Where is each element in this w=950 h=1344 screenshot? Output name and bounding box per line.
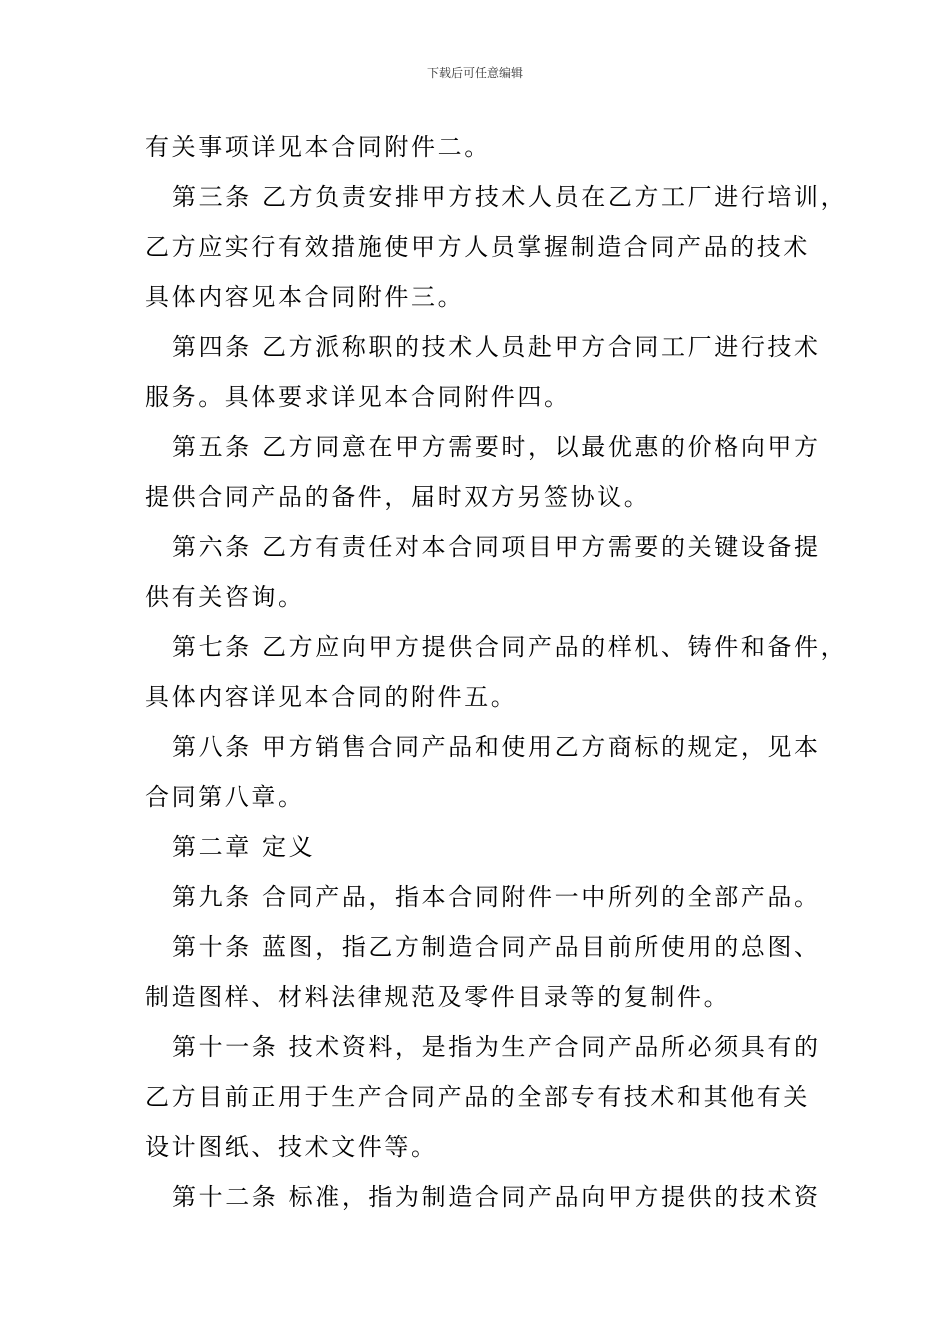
text-line: 提供合同产品的备件，届时双方另签协议。: [145, 483, 651, 511]
text-line: 供有关咨询。: [145, 583, 305, 611]
text-line: 第四条 乙方派称职的技术人员赴甲方合同工厂进行技术: [172, 333, 821, 361]
text-line: 第五条 乙方同意在甲方需要时，以最优惠的价格向甲方: [172, 433, 821, 461]
text-line: 合同第八章。: [145, 783, 305, 811]
text-line: 服务。具体要求详见本合同附件四。: [145, 383, 571, 411]
text-line: 具体内容详见本合同的附件五。: [145, 683, 518, 711]
text-line: 第三条 乙方负责安排甲方技术人员在乙方工厂进行培训，: [172, 183, 848, 211]
text-line: 第六条 乙方有责任对本合同项目甲方需要的关键设备提: [172, 533, 821, 561]
text-line: 具体内容见本合同附件三。: [145, 283, 465, 311]
page-header-note: 下载后可任意编辑: [426, 66, 523, 80]
text-line: 第十一条 技术资料，是指为生产合同产品所必须具有的: [172, 1033, 821, 1061]
text-line: 设计图纸、技术文件等。: [145, 1133, 438, 1161]
text-line: 第七条 乙方应向甲方提供合同产品的样机、铸件和备件，: [172, 633, 848, 661]
document-body: [145, 122, 848, 1222]
text-line: 乙方应实行有效措施使甲方人员掌握制造合同产品的技术: [145, 233, 810, 261]
text-line: 第十条 蓝图，指乙方制造合同产品目前所使用的总图、: [172, 933, 821, 961]
text-line: 第八条 甲方销售合同产品和使用乙方商标的规定，见本: [172, 733, 821, 761]
text-line: 第十二条 标准，指为制造合同产品向甲方提供的技术资: [172, 1183, 821, 1211]
text-line: 第九条 合同产品，指本合同附件一中所列的全部产品。: [172, 883, 821, 911]
text-line: 乙方目前正用于生产合同产品的全部专有技术和其他有关: [145, 1083, 810, 1111]
text-line: 制造图样、材料法律规范及零件目录等的复制件。: [145, 983, 731, 1011]
text-line: 有关事项详见本合同附件二。: [145, 133, 491, 161]
chapter-heading: 第二章 定义: [172, 833, 316, 861]
